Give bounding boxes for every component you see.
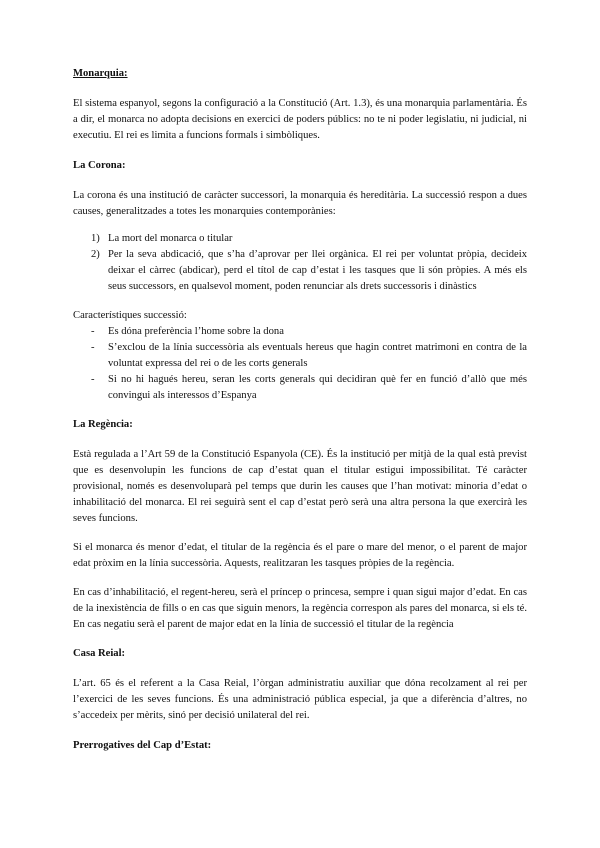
- caracteristiques-label: Característiques successió:: [73, 310, 187, 321]
- list-item-text: S’exclou de la línia successòria als eventuals hereus que hagin contret matrimoni en contra de la voluntat expressa del rei o de les corts generals: [108, 342, 527, 369]
- list-item-text: Es dóna preferència l’home sobre la dona: [108, 326, 284, 337]
- list-item: [73, 231, 527, 247]
- heading-regencia: La Regència:: [73, 419, 133, 430]
- heading-prerrogatives: Prerrogatives del Cap d’Estat:: [73, 740, 212, 751]
- heading-corona: La Corona:: [73, 160, 126, 171]
- list-item: [73, 247, 527, 295]
- heading-casa-reial: Casa Reial:: [73, 648, 126, 659]
- list-number: 1): [91, 233, 100, 244]
- dash-bullet: -: [91, 326, 95, 337]
- caracteristiques-list: [73, 324, 527, 404]
- paragraph-regencia-3: En cas d’inhabilitació, el regent-hereu, serà el príncep o princesa, sempre i quan sigui major d’edat. En cas de la inexistència de fills o en cas que siguin menors, la regència correspon als pares del monarca, si els té. En cas negatiu serà el parent de major edat en la línia de successió el titular de la regència: [73, 587, 527, 630]
- dash-bullet: -: [91, 374, 95, 385]
- dash-bullet: -: [91, 342, 95, 353]
- paragraph-regencia-1: Està regulada a l’Art 59 de la Constitució Espanyola (CE). És la institució per mitjà de la qual està previst que es desenvolupin les funcions de cap d’estat quan el titular estigui impossibilitat. Té caràcter provisional, només es desenvoluparà pel temps que durin les causes que l’han motivat: minoria d’edat o inhabilitació del monarca. El rei seguirà sent el cap d’estat però serà una altra persona la que exercirà les seves funcions.: [73, 449, 527, 524]
- list-item: [73, 324, 527, 340]
- list-item-text: La mort del monarca o titular: [108, 233, 233, 244]
- corona-causes-list: [73, 231, 527, 295]
- list-item-text: Per la seva abdicació, que s’ha d’aprovar per llei orgànica. El rei per voluntat pròpia, decideix deixar el càrrec (abdicar), perd el títol de cap d’estat i les tasques que li són pròpies. A més els seus successors, en qualsevol moment, poden renunciar als drets successoris i dinàstics: [108, 249, 527, 292]
- paragraph-monarquia: El sistema espanyol, segons la configuració a la Constitució (Art. 1.3), és una monarquia parlamentària. És a dir, el monarca no adopta decisions en exercici de poders públics: no te ni poder legislatiu, ni judicial, ni executiu. El rei es limita a funcions formals i simbòliques.: [73, 98, 527, 141]
- list-item: [73, 372, 527, 404]
- list-number: 2): [91, 249, 100, 260]
- paragraph-casa-reial: L’art. 65 és el referent a la Casa Reial, l’òrgan administratiu auxiliar que dóna recolzament al rei per l’exercici de les seves funcions. És una administració pública especial, ja que a diferència d’altres, no s’accedeix per mèrits, sinó per decisió unilateral del rei.: [73, 678, 527, 721]
- heading-monarquia: Monarquia:: [73, 68, 128, 79]
- paragraph-corona-intro: La corona és una institució de caràcter successori, la monarquia és hereditària. La successió respon a dues causes, generalitzades a totes les monarquies contemporànies:: [73, 190, 527, 217]
- list-item-text: Si no hi hagués hereu, seran les corts generals qui decidiran què fer en funció d’allò que més convingui als interessos d’Espanya: [108, 374, 527, 401]
- list-item: [73, 340, 527, 372]
- paragraph-regencia-2: Si el monarca és menor d’edat, el titular de la regència és el pare o mare del menor, o el parent de major edat pròxim en la línia successòria. Aquests, realitzaran les tasques pròpies de la regència.: [73, 542, 527, 569]
- document-content: [73, 66, 527, 754]
